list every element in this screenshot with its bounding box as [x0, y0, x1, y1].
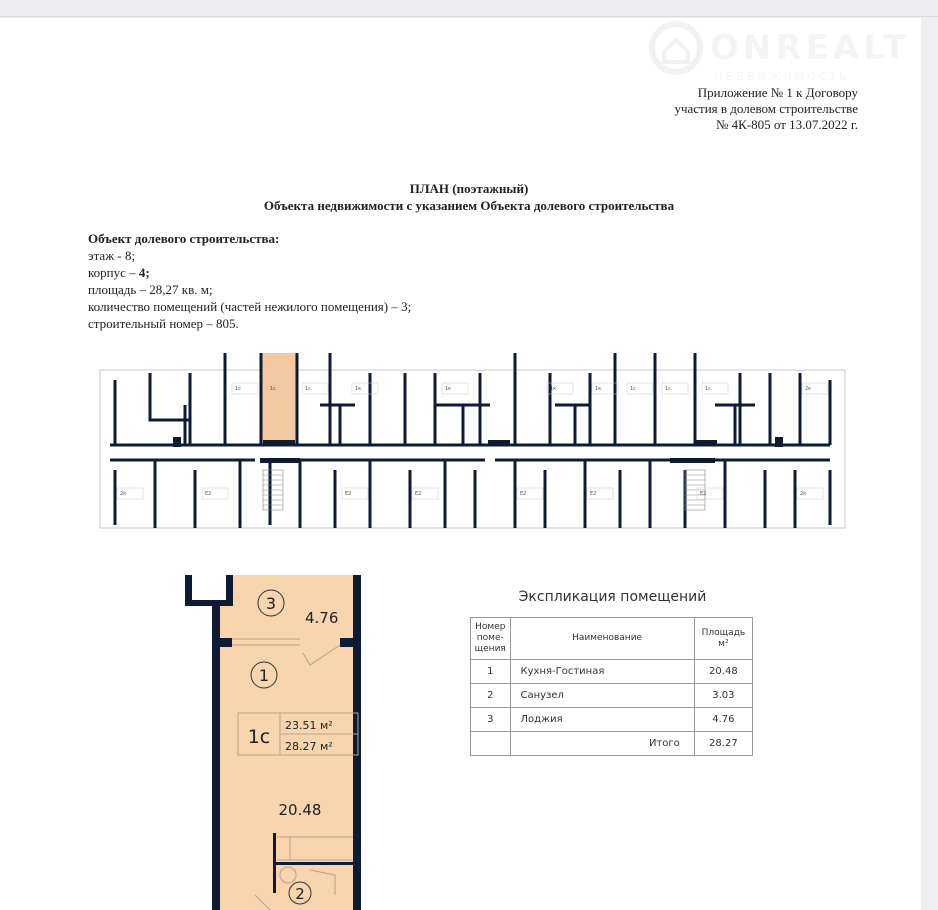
contract-annex — [674, 85, 858, 133]
annex-line-2: участия в долевом строительстве — [674, 101, 858, 116]
unit-total-area: 28.27 м² — [285, 740, 333, 753]
plan-labels-bottom — [117, 488, 823, 499]
unit-label: Е2 — [590, 491, 597, 497]
unit-label: 1к — [445, 386, 452, 392]
unit-label: Е2 — [520, 491, 527, 497]
object-heading: Объект долевого строительства: — [88, 231, 280, 246]
unit-type: 1с — [247, 726, 271, 748]
unit-label: Е2 — [345, 491, 352, 497]
object-rooms: количество помещений (частей нежилого помещения) – 3; — [88, 299, 412, 314]
unit-label: 1с — [270, 386, 276, 392]
unit-label: 1с — [665, 386, 671, 392]
explication-table — [470, 617, 753, 756]
plan-walls — [110, 353, 830, 528]
room-3-number: 3 — [265, 594, 277, 613]
object-build-number: строительный номер – 805. — [88, 316, 239, 331]
explication-header-row — [471, 618, 753, 660]
table-total-row — [471, 732, 753, 756]
object-area: площадь – 28,27 кв. м; — [88, 282, 213, 297]
header-num: Номер поме- щения — [471, 618, 511, 660]
object-info — [88, 230, 411, 332]
unit-label: 2к — [805, 386, 812, 392]
plan-subtitle: Объекта недвижимости с указанием Объекта долевого строительства — [263, 198, 675, 213]
object-building: корпус – 4; — [88, 265, 150, 280]
unit-label: 2к — [120, 491, 127, 497]
unit-label: Е2 — [700, 491, 707, 497]
unit-plan — [185, 575, 365, 910]
house-pin-icon — [648, 20, 708, 82]
table-row: 3 Лоджия 4.76 — [471, 708, 753, 732]
annex-line-3: № 4К-805 от 13.07.2022 г. — [715, 117, 858, 132]
header-area: Площадь м² — [694, 618, 752, 660]
total-label: Итого — [510, 732, 694, 756]
unit-label: 1к — [550, 386, 557, 392]
explication-title: Экспликация помещений — [518, 589, 707, 605]
unit-label: Е2 — [205, 491, 212, 497]
viewer-scrollbar-track[interactable] — [921, 18, 938, 910]
unit-label: 1с — [630, 386, 636, 392]
unit-label: 1с — [305, 386, 311, 392]
unit-living-area: 23.51 м² — [285, 719, 333, 732]
annex-line-1: Приложение № 1 к Договору — [697, 85, 858, 100]
watermark-sub: НЕДВИЖИМОСТЬ — [714, 70, 850, 83]
table-row: 1 Кухня-Гостиная 20.48 — [471, 660, 753, 684]
highlighted-unit — [261, 353, 297, 445]
unit-label: 1к — [595, 386, 602, 392]
room-3-area: 4.76 — [305, 609, 339, 627]
unit-label: 1к — [355, 386, 362, 392]
unit-label: 1с — [705, 386, 711, 392]
header-name: Наименование — [510, 618, 694, 660]
floor-plan — [95, 345, 850, 535]
viewer-top-bar — [0, 0, 938, 17]
unit-label: 1с — [235, 386, 241, 392]
unit-label: 2к — [800, 491, 807, 497]
plan-title: ПЛАН (поэтажный) — [409, 181, 529, 196]
room-1-number: 1 — [258, 666, 270, 685]
object-floor: этаж - 8; — [88, 248, 136, 263]
total-value: 28.27 — [694, 732, 752, 756]
table-row: 2 Санузел 3.03 — [471, 684, 753, 708]
watermark-brand: ONREALT — [710, 28, 911, 68]
room-1-area: 20.48 — [278, 801, 322, 819]
unit-label: Е2 — [415, 491, 422, 497]
watermark-logo — [648, 20, 918, 90]
room-2-number: 2 — [295, 885, 305, 903]
